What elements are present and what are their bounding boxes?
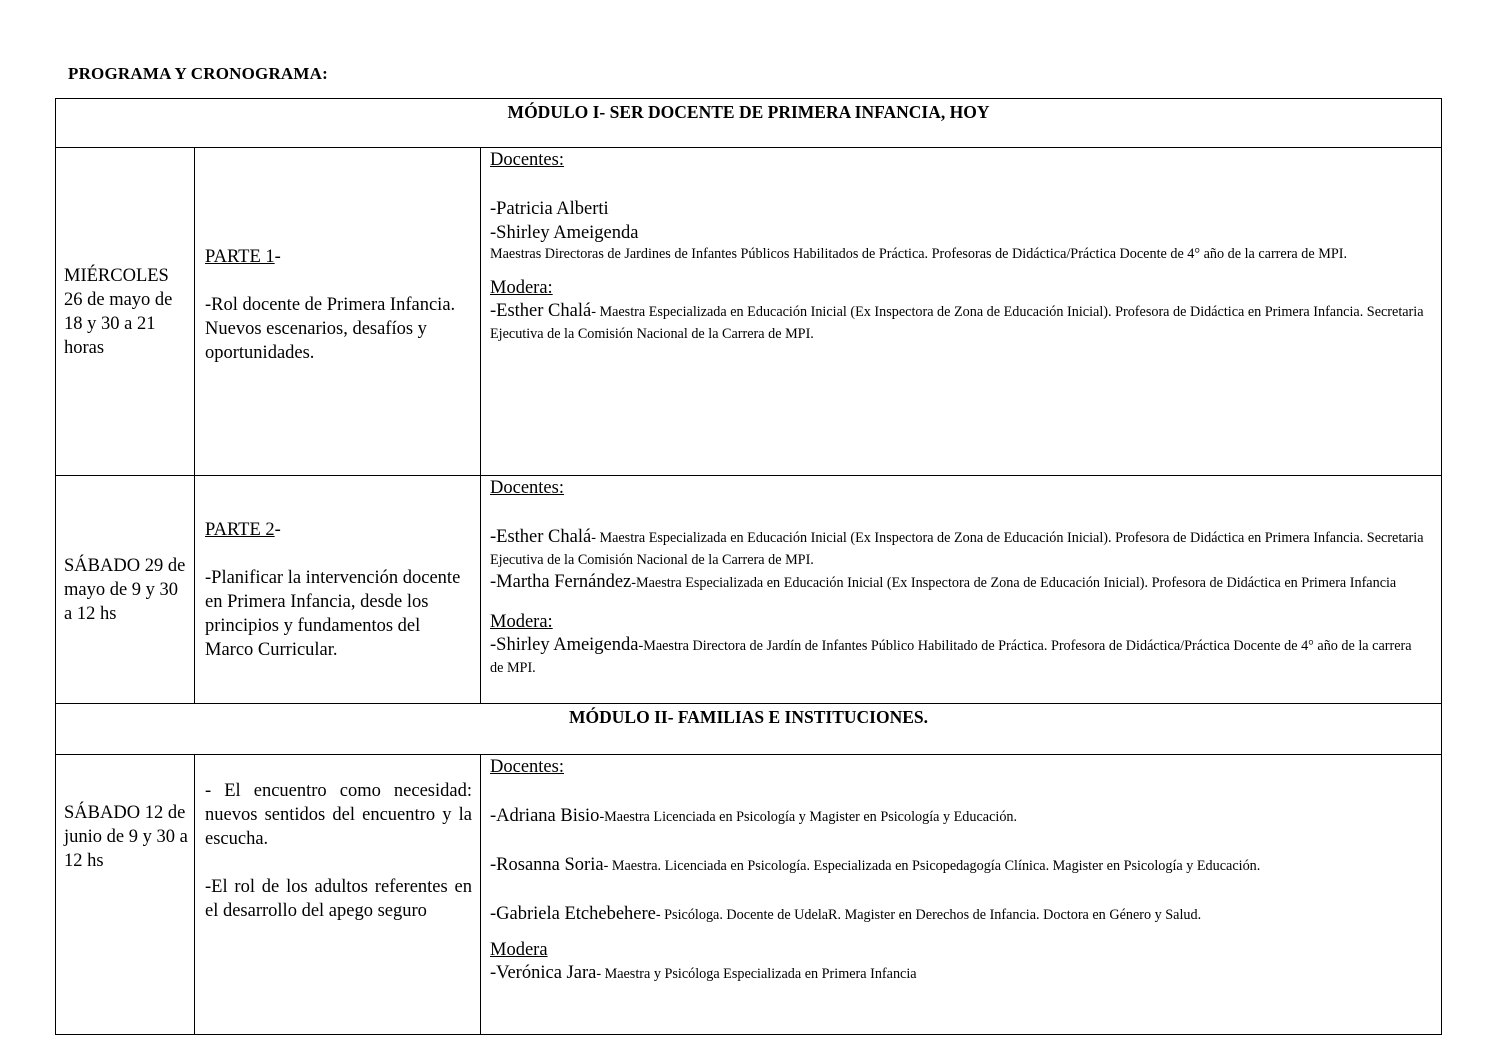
topic-2: -El rol de los adultos referentes en el desarrollo del apego seguro: [205, 877, 472, 921]
session-date: SÁBADO 29 de mayo de 9 y 30 a 12 hs: [56, 476, 195, 704]
docente-name: -Adriana Bisio: [490, 806, 600, 826]
part-suffix: -: [274, 246, 281, 267]
session-part: [195, 476, 481, 704]
moderator-name: -Esther Chalá: [490, 301, 592, 321]
session-details: [481, 148, 1442, 476]
modera-label: Modera: [490, 940, 548, 960]
document-title: PROGRAMA Y CRONOGRAMA:: [68, 64, 328, 83]
program-table: [55, 98, 1442, 1035]
modera-label: Modera:: [490, 612, 553, 632]
docente-description: - Psicóloga. Docente de UdelaR. Magister en Derechos de Infancia. Doctora en Género y Salud.: [655, 907, 1202, 923]
module-1-title: MÓDULO I- SER DOCENTE DE PRIMERA INFANCIA, HOY: [507, 102, 990, 122]
docente-name: -Shirley Ameigenda: [490, 223, 639, 243]
docente-name: -Martha Fernández: [490, 572, 632, 592]
part-label: PARTE 2: [205, 519, 275, 540]
modera-label: Modera:: [490, 278, 553, 298]
part-label: PARTE 1: [205, 246, 275, 267]
docentes-label: Docentes:: [490, 478, 564, 498]
moderator-name: -Shirley Ameigenda: [490, 635, 639, 655]
module-2-title: MÓDULO II- FAMILIAS E INSTITUCIONES.: [569, 707, 928, 727]
moderator-description: - Maestra y Psicóloga Especializada en Primera Infancia: [596, 966, 917, 982]
module-1-header-row: [56, 99, 1442, 148]
docentes-label: Docentes:: [490, 757, 564, 777]
part-description: -Planificar la intervención docente en Primera Infancia, desde los principios y fundamentos del Marco Curricular.: [205, 567, 461, 660]
topic-1: - El encuentro como necesidad: nuevos sentidos del encuentro y la escucha.: [205, 781, 472, 849]
module-2-header-row: [56, 704, 1442, 755]
session-part: [195, 148, 481, 476]
module-1-session-2-row: [56, 476, 1442, 704]
session-details: [481, 755, 1442, 1035]
part-description: -Rol docente de Primera Infancia. Nuevos escenarios, desafíos y oportunidades.: [205, 294, 456, 363]
module-2-session-1-row: [56, 755, 1442, 1035]
docentes-label: Docentes:: [490, 150, 564, 170]
moderator-description: -Maestra Directora de Jardín de Infantes Público Habilitado de Práctica. Profesora de Didáctica/Práctica Docente de 4° año de la carrera de MPI.: [490, 638, 1412, 676]
docente-description: -Maestra Licenciada en Psicología y Magister en Psicología y Educación.: [599, 809, 1018, 825]
session-topics: [195, 755, 481, 1035]
docente-name: -Patricia Alberti: [490, 199, 609, 219]
docentes-description: Maestras Directoras de Jardines de Infantes Públicos Habilitados de Práctica. Profesoras de Didáctica/Práctica Docente de 4° año de la carrera de MPI.: [490, 246, 1347, 262]
docente-description: - Maestra. Licenciada en Psicología. Especializada en Psicopedagogía Clínica. Magister en Psicología y Educación.: [603, 858, 1261, 874]
docente-name: -Gabriela Etchebehere: [490, 904, 656, 924]
module-1-session-1-row: [56, 148, 1442, 476]
moderator-description: - Maestra Especializada en Educación Inicial (Ex Inspectora de Zona de Educación Inicial). Profesora de Didáctica en Primera Infancia. Secretaria Ejecutiva de la Comisión Nacional de la Carrera de MPI.: [490, 304, 1424, 342]
docente-name: -Esther Chalá: [490, 527, 592, 547]
session-date: MIÉRCOLES 26 de mayo de 18 y 30 a 21 horas: [56, 148, 195, 476]
moderator-name: -Verónica Jara: [490, 963, 597, 983]
session-details: [481, 476, 1442, 704]
docente-description: - Maestra Especializada en Educación Inicial (Ex Inspectora de Zona de Educación Inicial). Profesora de Didáctica en Primera Infancia. Secretaria Ejecutiva de la Comisión Nacional de la Carrera de MPI.: [490, 530, 1424, 568]
part-suffix: -: [274, 519, 281, 540]
docente-description: -Maestra Especializada en Educación Inicial (Ex Inspectora de Zona de Educación Inicial). Profesora de Didáctica en Primera Infancia: [631, 575, 1397, 591]
session-date: SÁBADO 12 de junio de 9 y 30 a 12 hs: [56, 755, 195, 1035]
docente-name: -Rosanna Soria: [490, 855, 604, 875]
